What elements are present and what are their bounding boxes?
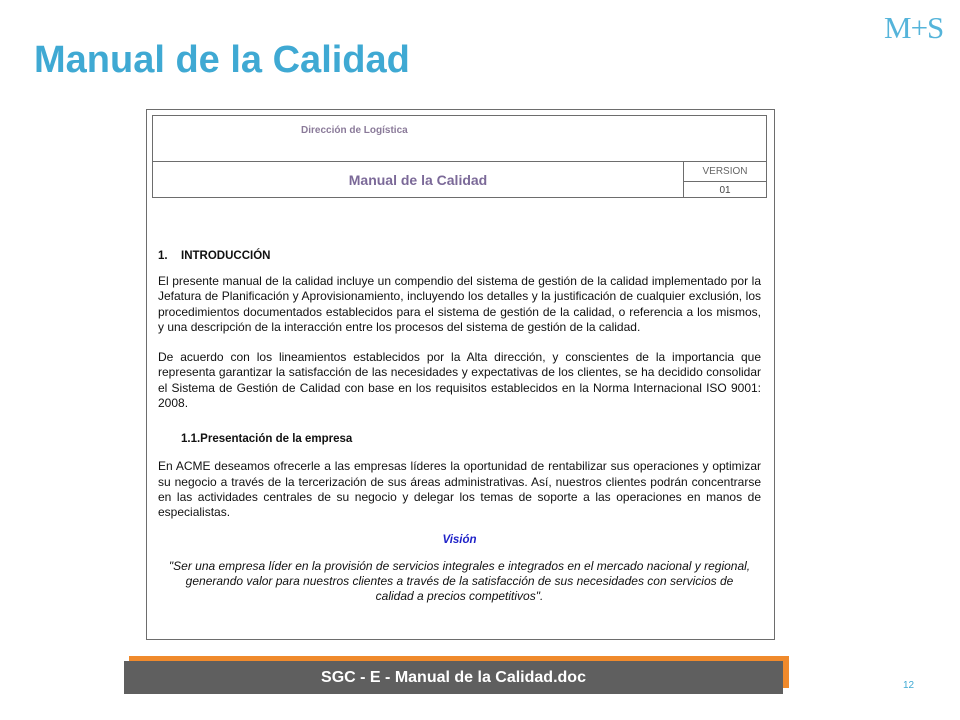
department-name: Dirección de Logística [301, 125, 408, 136]
subsection-heading: 1.1.Presentación de la empresa [181, 433, 353, 446]
company-logo [884, 10, 946, 46]
vision-statement: "Ser una empresa líder en la provisión de servicios integrales e integrados en el mercado nacional y regional, generando valor para nuestros clientes a través de la satisfacción de sus necesidades con servicios de calidad a precios competitivos". [168, 558, 751, 604]
vision-heading: Visión [442, 533, 477, 546]
document-image [146, 109, 775, 640]
footer-filename: SGC - E - Manual de la Calidad.doc [321, 668, 586, 686]
paragraph: En ACME deseamos ofrecerle a las empresas líderes la oportunidad de rentabilizar sus operaciones y optimizar su negocio a través de la tercerización de sus áreas administrativas. Así, nuestros clientes podrán concentrarse en las actividades centrales de su negocio y delegar los temas de soporte a las operaciones en manos de especialistas. [158, 459, 761, 520]
page-number: 12 [903, 680, 915, 691]
slide-title: Manual de la Calidad [34, 39, 410, 81]
document-header-table [152, 115, 767, 198]
version-value: 01 [719, 184, 731, 196]
section-heading-introduccion [158, 250, 761, 262]
footer-filename-bar [124, 661, 783, 694]
paragraph: De acuerdo con los lineamientos establecidos por la Alta dirección, y conscientes de la importancia que representa garantizar la satisfacción de las necesidades y expectativas de los clientes, se ha decidido consolidar el Sistema de Gestión de Calidad con base en los requisitos establecidos en la Norma Internacional ISO 9001: 2008. [158, 350, 761, 411]
version-label: VERSION [684, 162, 766, 182]
section-number: 1. [158, 250, 168, 262]
logo-text: M+S [884, 10, 944, 45]
paragraph: El presente manual de la calidad incluye un compendio del sistema de gestión de la calidad implementado por la Jefatura de Planificación y Aprovisionamiento, incluyendo los detalles y la justificación de cualquier exclusión, los procedimientos documentados establecidos para el sistema de gestión de la calidad, o referencia a los mismos, y una descripción de la interacción entre los procesos del sistema de gestión de la calidad. [158, 274, 761, 334]
document-title: Manual de la Calidad [153, 162, 684, 198]
document-body [158, 250, 761, 604]
section-title: INTRODUCCIÓN [181, 250, 271, 262]
header-top-row [153, 116, 766, 162]
